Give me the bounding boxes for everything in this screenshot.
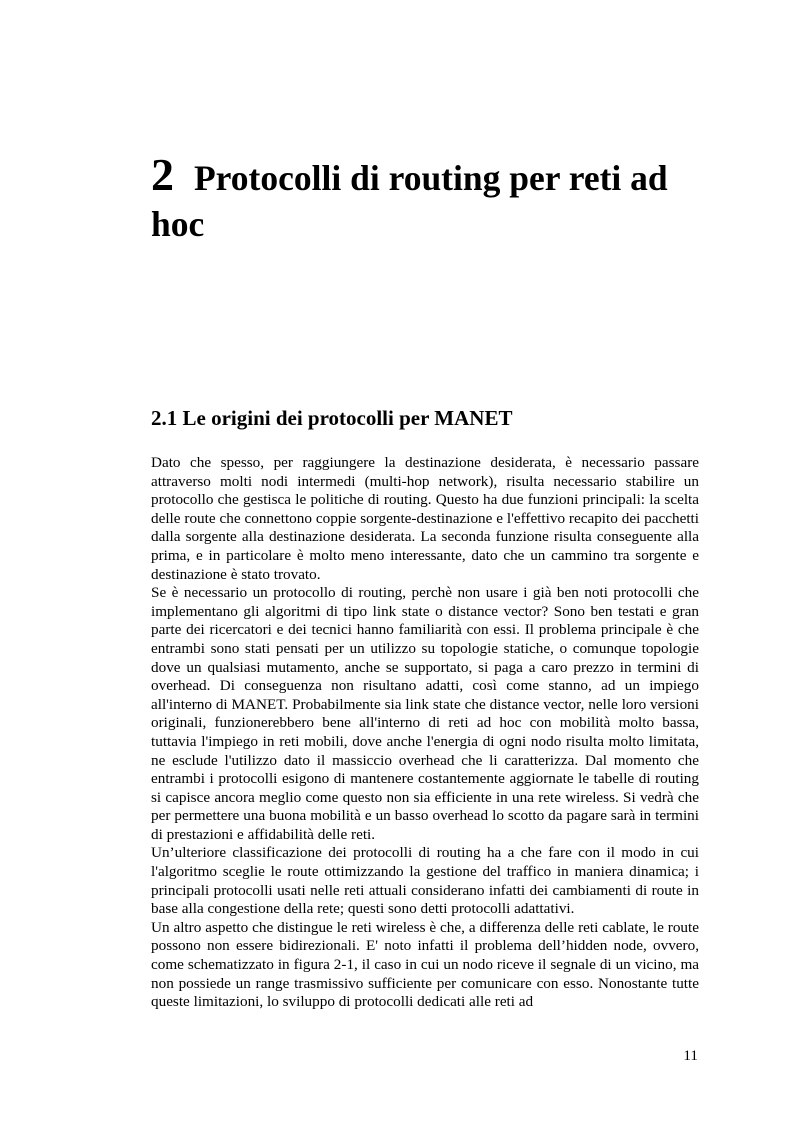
chapter-number: 2 [151, 149, 174, 200]
section-title: 2.1 Le origini dei protocolli per MANET [151, 406, 513, 430]
page-number: 11 [683, 1047, 698, 1064]
paragraph: Se è necessario un protocollo di routing, perchè non usare i già ben noti protocolli che implementano gli algoritmi di tipo link state o distance vector? Sono ben testati e gran parte dei ricercatori e dei tecnici hanno familiarità con essi. Il problema principale è che entrambi sono stati pensati per un utilizzo su topologie statiche, o comunque topologie dove un qualsiasi mutamento, anche se supportato, si paga a caro prezzo in termini di overhead. Di conseguenza non risultano adatti, così come stanno, ad un impiego all'interno di MANET. Probabilmente sia link state che distance vector, nelle loro versioni originali, funzionerebbero bene all'interno di reti ad hoc con mobilità molto bassa, tuttavia l'impiego in reti mobili, dove anche l'energia di ogni nodo risulta molto limitata, ne esclude l'utilizzo dato il massiccio overhead che li caratterizza. Dal momento che entrambi i protocolli esigono di mantenere costantemente aggiornate le tabelle di routing si capisce ancora meglio come questo non sia efficiente in una rete wireless. Si vedrà che per permettere una buona mobilità e un basso overhead lo scotto da pagare sarà in termini di prestazioni e affidabilità delle reti. [151, 584, 699, 843]
chapter-title-text: Protocolli di routing per reti ad hoc [151, 158, 668, 244]
paragraph: Un’ulteriore classificazione dei protocolli di routing ha a che fare con il modo in cui l'algoritmo sceglie le route ottimizzando la gestione del traffico in maniera dinamica; i principali protocolli usati nelle reti attuali considerano infatti dei cambiamenti di route in base alla congestione della rete; questi sono detti protocolli adattativi. [151, 844, 699, 918]
body-text [151, 454, 699, 1012]
paragraph: Un altro aspetto che distingue le reti wireless è che, a differenza delle reti cablate, le route possono non essere bidirezionali. E' noto infatti il problema dell’hidden node, ovvero, come schematizzato in figura 2-1, il caso in cui un nodo riceve il segnale di un vicino, ma non possiede un range trasmissivo sufficiente per comunicare con esso. Nonostante tutte queste limitazioni, lo sviluppo di protocolli dedicati alle reti ad [151, 918, 699, 1011]
chapter-title [151, 149, 711, 247]
paragraph: Dato che spesso, per raggiungere la destinazione desiderata, è necessario passare attraverso molti nodi intermedi (multi-hop network), risulta necessario stabilire un protocollo che gestisca le politiche di routing. Questo ha due funzioni principali: la scelta delle route che connettono coppie sorgente-destinazione e l'effettivo recapito dei pacchetti dalla sorgente alla destinazione desiderata. La seconda funzione risulta conseguente alla prima, e in particolare è molto meno interessante, dato che un cammino tra sorgente e destinazione è stato trovato. [151, 454, 699, 583]
